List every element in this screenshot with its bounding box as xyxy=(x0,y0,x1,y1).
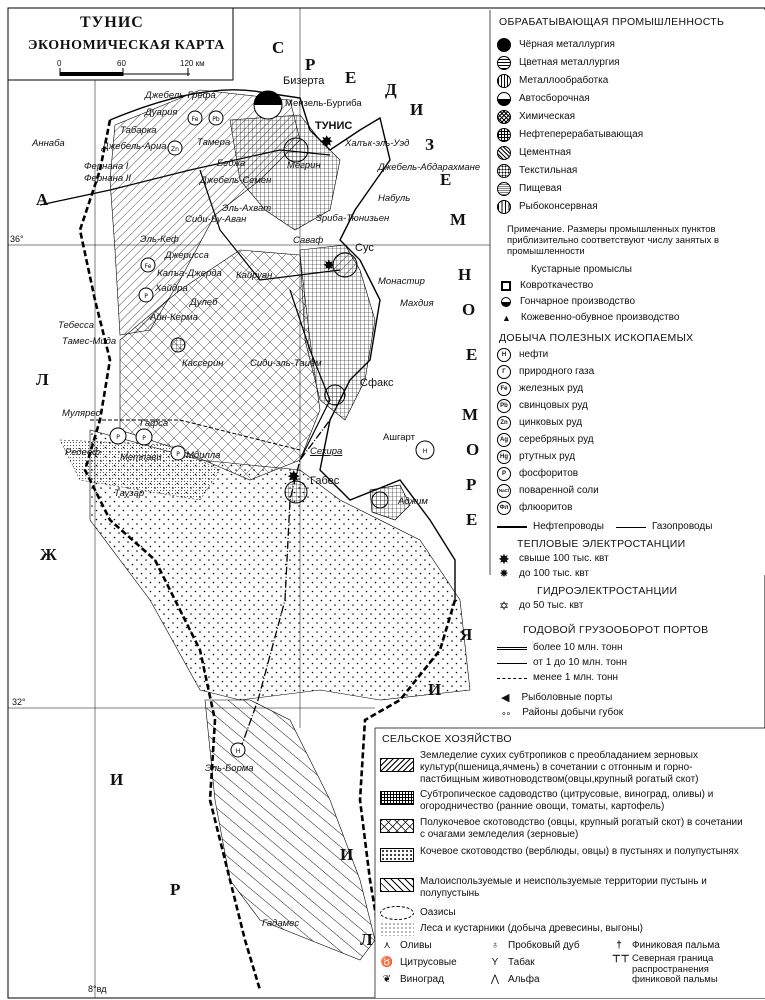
sea-letter: О xyxy=(466,440,480,459)
svg-text:Р: Р xyxy=(144,293,148,300)
legend-item: Субтропическое садоводство (цитрусовые, виноград, оливы) и огородничество (ранние овощи, томаты, картофель) xyxy=(380,789,750,813)
phosphorite-icon: Р xyxy=(497,467,511,481)
legend-item: Металлообработка xyxy=(497,74,608,88)
legend-item: Нефтеперерабатывающая xyxy=(497,128,643,142)
place-label: Беджа xyxy=(217,158,246,169)
legend-item: Фл флюоритов xyxy=(497,501,572,515)
lat-36: 36° xyxy=(10,234,24,244)
legend-item: более 10 млн. тонн xyxy=(497,642,623,654)
legend-crop: ♁ Пробковый дуб xyxy=(488,940,580,952)
sea-letter: З xyxy=(425,135,434,154)
horticulture-swatch-icon xyxy=(380,791,414,805)
zinc-ore-icon: Zn xyxy=(497,416,511,430)
gas-deposit-icon: Г xyxy=(497,365,511,379)
iron-ore-icon: Fe xyxy=(497,382,511,396)
place-label: Табарка xyxy=(120,125,157,136)
place-label: Мулярес xyxy=(62,408,101,419)
gas-pipeline-line-icon xyxy=(616,527,646,528)
sea-letter: М xyxy=(462,405,479,424)
legend-pipelines: Нефтепроводы Газопроводы xyxy=(497,521,712,533)
place-label: Джерисса xyxy=(165,250,209,261)
nonferrous-metallurgy-icon xyxy=(497,56,511,70)
metalworking-icon xyxy=(497,74,511,88)
place-label: Аннаба xyxy=(32,138,65,149)
svg-text:Pb: Pb xyxy=(212,116,220,123)
legend-item: Цементная xyxy=(497,146,571,160)
date-palm-icon: † xyxy=(616,940,622,951)
place-label: Джебель-Грефа xyxy=(145,90,216,101)
legend-industry-note: Примечание. Размеры промышленных пунктов приблизительно соответствуют числу занятых в промышленности xyxy=(507,224,720,257)
place-label: Фернана II xyxy=(84,173,132,184)
legend-item: Чёрная металлургия xyxy=(497,38,615,52)
port-large-line-icon xyxy=(497,647,527,650)
hydro-icon: ✡ xyxy=(498,599,510,613)
legend-crop: ⊤⊤ Северная граница распространения финиковой пальмы xyxy=(612,953,718,985)
legend-panel xyxy=(497,14,762,574)
legend-item: Малоиспользуемые и неиспользуемые территории пустынь и полупустынь xyxy=(380,876,750,900)
legend-hydro-heading: ГИДРОЭЛЕКТРОСТАНЦИИ xyxy=(537,585,678,597)
place-label: Сус xyxy=(355,242,374,254)
legend-item: Леса и кустарники (добыча древесины, выгоны) xyxy=(380,922,643,936)
pottery-icon xyxy=(501,297,511,307)
legend-crafts-heading: Кустарные промыслы xyxy=(531,264,632,275)
place-label: Тамес-Мида xyxy=(62,336,117,347)
citrus-icon: ♉ xyxy=(380,957,394,968)
place-label: Сиди-Бу-Аван xyxy=(185,214,247,225)
grape-icon: ❦ xyxy=(382,974,392,985)
tobacco-icon: Υ xyxy=(491,957,499,968)
food-icon xyxy=(497,182,511,196)
place-label: Редееф xyxy=(65,447,101,458)
oil-pipeline-line-icon xyxy=(497,526,527,528)
libya-letter: Я xyxy=(460,625,473,644)
place-label: ТУНИС xyxy=(315,120,353,132)
svg-text:Zn: Zn xyxy=(171,146,179,153)
place-label: Тебесса xyxy=(58,320,95,331)
libya-letter: И xyxy=(340,845,354,864)
legend-crop: ⋏ Оливы xyxy=(380,940,432,952)
legend-panel-lower xyxy=(497,568,762,728)
lat-32: 32° xyxy=(12,697,26,707)
place-label: Джебель-Ариа xyxy=(102,141,167,152)
legend-crop: ❦ Виноград xyxy=(380,974,444,986)
legend-agri-heading: СЕЛЬСКОЕ ХОЗЯЙСТВО xyxy=(382,733,512,745)
place-label: Эль-Кеф xyxy=(140,234,179,245)
place-label: Эль-Ахват xyxy=(222,203,272,214)
place-label: Фернана I xyxy=(84,161,129,172)
place-label: Ашгарт xyxy=(383,432,415,443)
legend-item: Гончарное производство xyxy=(497,296,635,308)
libya-letter: Л xyxy=(360,930,373,949)
legend-item: Рыбоконсервная xyxy=(497,200,598,214)
legend-item: Химическая xyxy=(497,110,575,124)
ferrous-metallurgy-icon xyxy=(497,38,511,52)
place-label: Габес xyxy=(310,475,340,487)
legend-item: Земледелие сухих субтропиков с преобладанием зерновых культур(пшеница,ячмень) в сочетании с отгонным и горно-пастбищным животноводством(овцы,крупный рогатый скот) xyxy=(380,750,750,786)
place-label: Зриба-Тюнизьен xyxy=(316,213,390,224)
place-label: Джебель-Абдарахмане xyxy=(378,162,481,173)
place-label: Гадамес xyxy=(262,918,300,929)
svg-text:✸: ✸ xyxy=(287,467,301,486)
sea-letter: О xyxy=(462,300,476,319)
place-label: Джебель-Семен xyxy=(200,175,272,186)
place-label: Аджим xyxy=(398,496,428,507)
libya-letter: И xyxy=(428,680,442,699)
legend-crop: Υ Табак xyxy=(488,957,535,969)
port-small-line-icon xyxy=(497,678,527,679)
legend-item: Г природного газа xyxy=(497,365,594,379)
legend-item: Полукочевое скотоводство (овцы, крупный рогатый скот) в сочетании с очагами земледелия (зерновые) xyxy=(380,817,750,841)
sea-letter: С xyxy=(272,38,285,57)
legend-item: Pb свинцовых руд xyxy=(497,399,588,413)
palm-boundary-icon: ⊤⊤ xyxy=(612,954,630,965)
legend-item: Кочевое скотоводство (верблюды, овцы) в пустынях и полупустынях xyxy=(380,846,750,862)
place-label: Сехира xyxy=(310,446,343,457)
country-letter: Л xyxy=(36,370,49,389)
svg-text:Н: Н xyxy=(235,748,241,755)
legend-item: NaCl поваренной соли xyxy=(498,485,599,496)
place-label: Калъа-Джерда xyxy=(157,268,222,279)
legend-item: Цветная металлургия xyxy=(497,56,620,70)
sea-letter: И xyxy=(410,100,424,119)
olive-icon: ⋏ xyxy=(383,940,391,951)
cement-icon xyxy=(497,146,511,160)
svg-text:Fe: Fe xyxy=(144,263,152,270)
place-label: Халък-эль-Уэд xyxy=(345,138,410,149)
scale-tick-120: 120 км xyxy=(180,59,205,68)
place-label: Мегрин xyxy=(287,160,321,171)
grain-area-swatch-icon xyxy=(380,758,414,772)
place-label: Эль-Борма xyxy=(205,763,254,774)
salt-icon: NaCl xyxy=(497,484,511,498)
carpet-weaving-icon xyxy=(501,281,511,291)
silver-ore-icon: Ag xyxy=(497,433,511,447)
place-label: Сфакс xyxy=(360,377,394,389)
thermal-small-icon: ✸ xyxy=(499,568,509,580)
map-subtitle: ЭКОНОМИЧЕСКАЯ КАРТА xyxy=(28,38,225,53)
svg-text:Р: Р xyxy=(176,451,180,458)
legend-item: Пищевая xyxy=(497,182,562,196)
nomadic-swatch-icon xyxy=(380,848,414,862)
legend-ports-heading: ГОДОВОЙ ГРУЗООБОРОТ ПОРТОВ xyxy=(523,624,709,636)
legend-crop: ♉ Цитрусовые xyxy=(380,957,457,968)
legend-item: ∘∘ Районы добычи губок xyxy=(501,707,624,718)
place-label: Айн-Керма xyxy=(150,312,198,323)
svg-text:✸: ✸ xyxy=(323,258,335,274)
place-label: Монастир xyxy=(378,276,425,287)
oil-deposit-icon: Н xyxy=(497,348,511,362)
lead-ore-icon: Pb xyxy=(497,399,511,413)
country-letter: И xyxy=(110,770,124,789)
svg-text:Р: Р xyxy=(142,435,146,442)
sea-letter: Н xyxy=(458,265,472,284)
country-letter: Ж xyxy=(40,545,57,564)
seminomadic-swatch-icon xyxy=(380,819,414,833)
place-label: Набуль xyxy=(378,193,411,204)
legend-item: Ag серебряных руд xyxy=(497,433,594,447)
alfa-grass-icon: ⋀ xyxy=(490,974,500,985)
place-label: Тамера xyxy=(197,137,231,148)
place-label: Кайруан xyxy=(236,270,273,281)
legend-item: ✡ до 50 тыс. квт xyxy=(498,599,584,613)
legend-industry-heading: ОБРАБАТЫВАЮЩАЯ ПРОМЫШЛЕННОСТЬ xyxy=(499,16,725,28)
country-letter: А xyxy=(36,190,49,209)
unused-land-swatch-icon xyxy=(380,878,414,892)
legend-minerals-heading: ДОБЫЧА ПОЛЕЗНЫХ ИСКОПАЕМЫХ xyxy=(499,332,694,344)
fish-canning-icon xyxy=(497,200,511,214)
place-label: Дулеб xyxy=(190,297,218,308)
svg-text:Н: Н xyxy=(422,448,428,455)
legend-item: Ковроткачество xyxy=(497,280,593,292)
place-label: Дуария xyxy=(145,107,178,118)
fishing-port-icon: ◀ xyxy=(501,692,510,704)
scale-tick-60: 60 xyxy=(117,59,126,68)
cork-oak-icon: ♁ xyxy=(491,940,499,951)
place-label: Бизерта xyxy=(283,75,325,87)
port-medium-line-icon xyxy=(497,663,527,664)
scale-tick-0: 0 xyxy=(57,59,62,68)
sea-letter: М xyxy=(450,210,467,229)
svg-text:✸: ✸ xyxy=(320,132,334,151)
legend-item: Текстильная xyxy=(497,164,577,178)
place-label: Таузар xyxy=(114,488,145,499)
legend-thermal-heading: ТЕПЛОВЫЕ ЭЛЕКТРОСТАНЦИИ xyxy=(517,538,686,550)
legend-item: ▲ Кожевенно-обувное производство xyxy=(502,312,680,323)
legend-item: Оазисы xyxy=(380,906,456,920)
sea-letter: Е xyxy=(440,170,452,189)
leather-shoe-icon: ▲ xyxy=(502,313,511,323)
place-label: Кассерин xyxy=(182,358,224,369)
lon-8: 8°вд xyxy=(88,984,107,994)
legend-crop: ⋀ Альфа xyxy=(488,974,540,986)
mercury-ore-icon: Hg xyxy=(497,450,511,464)
legend-item: Zn цинковых руд xyxy=(497,416,582,430)
place-label: Мдилла xyxy=(186,450,221,461)
legend-item: Н нефти xyxy=(497,348,548,362)
sea-letter: Р xyxy=(466,475,477,494)
oil-refining-icon xyxy=(497,128,511,142)
legend-item: ✸ свыше 100 тыс. квт xyxy=(498,551,609,567)
svg-text:Fe: Fe xyxy=(191,116,199,123)
map-title: ТУНИС xyxy=(80,14,144,31)
oasis-swatch-icon xyxy=(380,906,414,920)
legend-item: ◀ Рыболовные порты xyxy=(501,692,613,704)
place-label: Сиди-эль-Таием xyxy=(250,358,322,369)
sea-letter: Е xyxy=(345,68,357,87)
chemical-icon xyxy=(497,110,511,124)
sponge-icon: ∘∘ xyxy=(501,708,511,718)
sea-letter: Д xyxy=(385,80,397,99)
textile-icon xyxy=(497,164,511,178)
place-label: Саваф xyxy=(293,235,324,246)
sea-letter: Е xyxy=(466,345,478,364)
legend-agriculture xyxy=(380,731,762,996)
place-label: Гафса xyxy=(140,418,169,429)
legend-crop: † Финиковая пальма xyxy=(612,940,720,952)
place-label: Махдия xyxy=(400,298,434,309)
legend-item: от 1 до 10 млн. тонн xyxy=(497,657,627,669)
legend-item: ✸ до 100 тыс. квт xyxy=(497,568,589,580)
forest-swatch-icon xyxy=(380,922,414,936)
thermal-large-icon: ✸ xyxy=(498,551,510,567)
place-label: Метлави xyxy=(120,452,162,463)
legend-item: Автосборочная xyxy=(497,92,590,106)
sea-letter: Е xyxy=(466,510,478,529)
fluorite-icon: Фл xyxy=(497,501,511,515)
legend-item: менее 1 млн. тонн xyxy=(497,672,618,684)
place-label: Мензель-Бургиба xyxy=(285,98,362,109)
legend-item: Fe железных руд xyxy=(497,382,583,396)
legend-item: Р фосфоритов xyxy=(497,467,578,481)
svg-text:Р: Р xyxy=(116,434,120,441)
legend-item: Hg ртутных руд xyxy=(497,450,575,464)
country-letter: Р xyxy=(170,880,181,899)
place-label: Хайдра xyxy=(155,283,188,294)
sea-letter: Р xyxy=(305,55,316,74)
auto-assembly-icon xyxy=(497,92,511,106)
